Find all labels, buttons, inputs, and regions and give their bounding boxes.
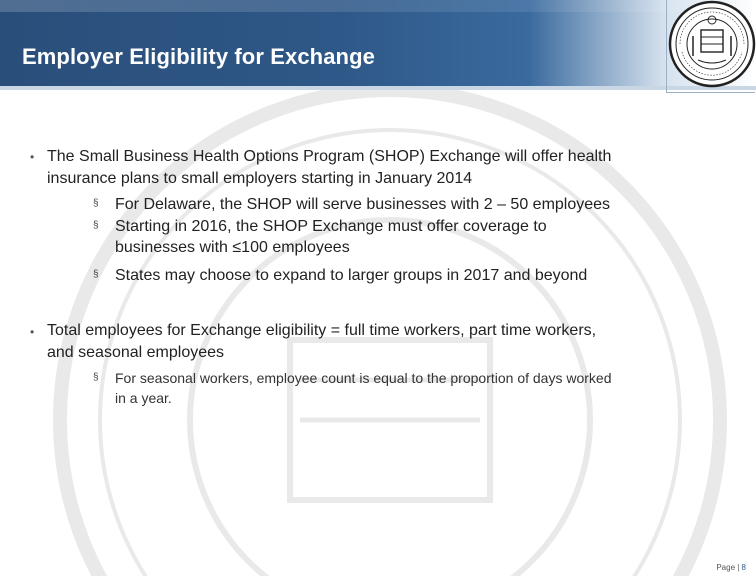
sub-bullet-1-2-line-1: Starting in 2016, the SHOP Exchange must offer coverage to [115,218,547,235]
sub-bullet-2-1-line-2: in a year. [115,390,172,406]
bullet-marker: • [30,150,35,164]
sub-bullet-marker: § [93,372,99,383]
sub-bullet-marker: § [93,220,99,231]
sub-bullet-1-3: States may choose to expand to larger groups in 2017 and beyond [115,267,588,284]
bullet-2-line-2: and seasonal employees [47,344,225,361]
sub-bullet-1-1: For Delaware, the SHOP will serve businesses with 2 – 50 employees [115,196,611,213]
slide-title: Employer Eligibility for Exchange [22,44,375,69]
bullet-marker: • [30,325,35,339]
bullet-1-line-1: The Small Business Health Options Program (SHOP) Exchange will offer health [47,148,612,165]
bullet-2-line-1: Total employees for Exchange eligibility = full time workers, part time workers, [47,322,597,339]
sub-bullet-1-2-line-2: businesses with ≤100 employees [115,239,350,256]
bullet-1-line-2: insurance plans to small employers starting in January 2014 [47,170,473,187]
page-label: Page | [716,563,740,572]
page-number: 8 [741,563,746,572]
page-footer [716,563,746,572]
sub-bullet-2-1-line-1: For seasonal workers, employee count is equal to the proportion of days worked [115,370,612,386]
sub-bullet-marker: § [93,198,99,209]
sub-bullet-marker: § [93,269,99,280]
